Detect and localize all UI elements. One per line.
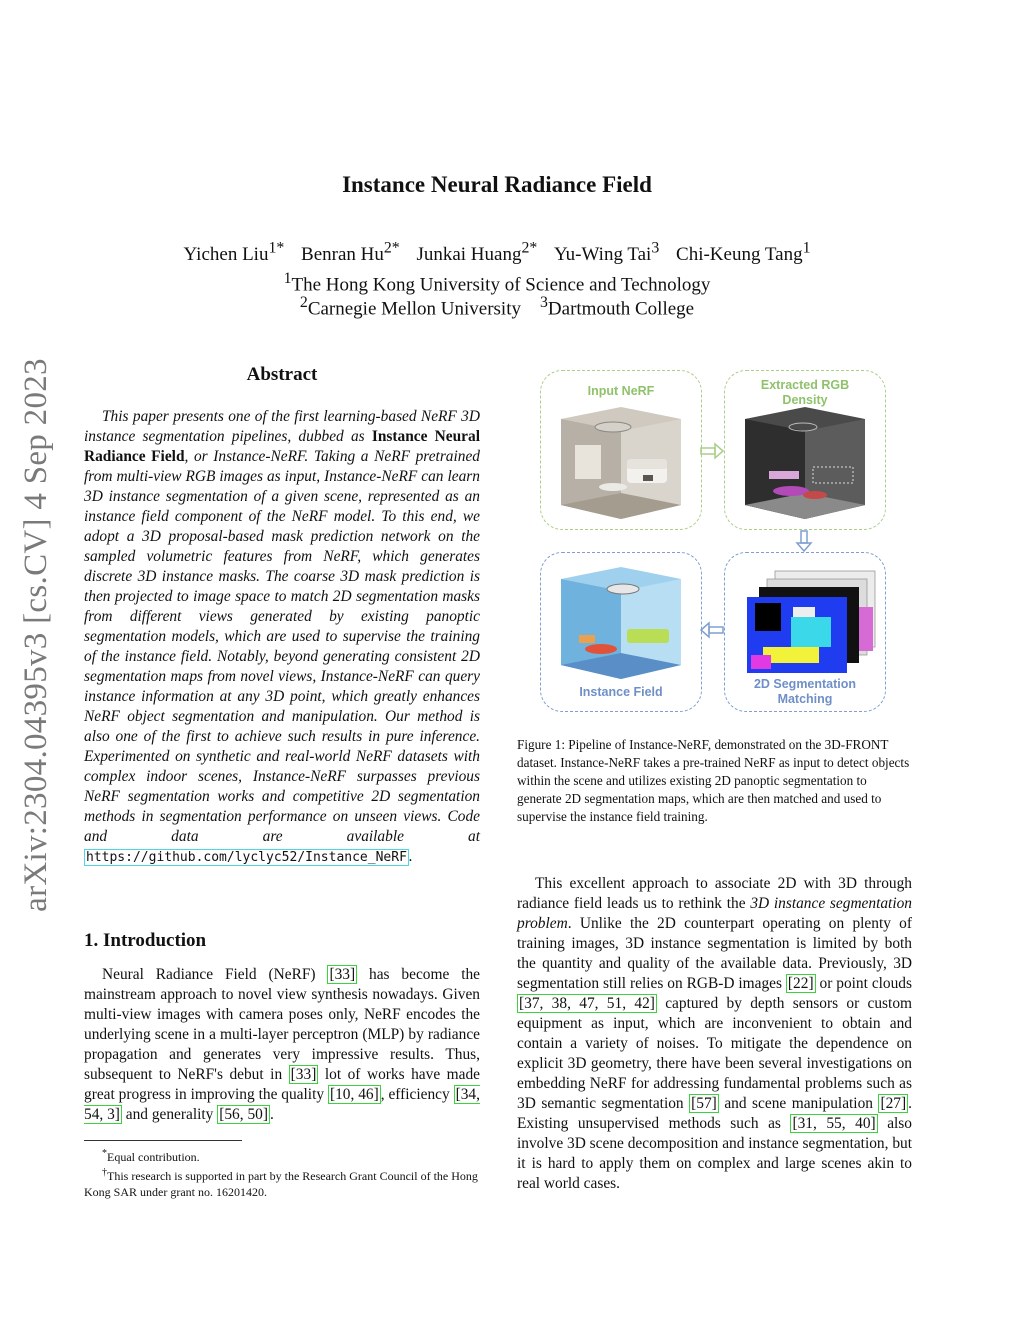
affiliation-line-2: $^2$Carnegie Mellon University $^3$Dartmouth College — [299, 294, 695, 320]
citation-link[interactable]: [34, 54, 3] — [84, 1086, 480, 1123]
author: Chi-Keung Tang$^1$ — [676, 240, 811, 266]
citation-link[interactable]: [22] — [787, 975, 814, 992]
arrow-down-icon — [795, 530, 813, 552]
footnote-rule — [84, 1140, 242, 1141]
panel-label: Input NeRF — [587, 384, 655, 398]
panel-label: Extracted RGB Density — [760, 378, 850, 407]
footnotes — [84, 1146, 480, 1200]
right-paragraph: This excellent approach to associate 2D with 3D through radiance field leads us to rethink the 3D instance segmentation problem. Unlike the 2D counterpart operating on plenty of training images, 3D instance segmentation is limited by both the quantity and quality of the available data. Previously, 3D segmentation still relies on RGB-D images [22] or point clouds [37, 38, 47, 51, 42] captured by depth sensors or custom equipment as input, which are inconvenient to obtain and contain a variety of noises. To mitigate the dependence on explicit 3D geometry, there have been several investigations on embedding NeRF for addressing fundamental problems such as 3D semantic segmentation [57] and scene manipulation [27] . Existing unsupervised methods such as [31, 55, 40] also involve 3D scene decomposition and instance segmentation, but it is hard to apply them on complex and large scenes akin to real world cases. — [517, 875, 912, 1192]
citation-link[interactable]: [33] — [329, 966, 356, 983]
author: Benran $Hu^{2*}$ — [301, 240, 400, 266]
density-render-image — [741, 405, 869, 521]
panel-label: Instance Field — [579, 685, 663, 699]
author: Junkai Huang$^{2*}$ — [416, 240, 538, 266]
citation-link[interactable]: [33] — [290, 1066, 317, 1083]
citation-link[interactable]: [37, 38, 47, 51, 42] — [519, 995, 655, 1012]
code-link[interactable]: https://github.com/lyclyc52/Instance_NeRF — [86, 850, 407, 865]
figure-1-caption: Figure 1: Pipeline of Instance-NeRF, demonstrated on the 3D-FRONT dataset. Instance-NeRF takes a pre-trained NeRF as input to detect objects within the scene and utilizes existing 2D panoptic segmentation to generate 2D segmentation maps, which are then matched and used to supervise the instance field training. — [517, 737, 910, 824]
citation-link[interactable]: [10, 46] — [329, 1086, 379, 1103]
affiliation-line-1: $^1$The Hong Kong University of Science and Technology — [283, 270, 711, 296]
citation-link[interactable]: [57] — [691, 1095, 717, 1112]
abstract-heading: Abstract — [246, 364, 318, 385]
author: Yu-Wing Tai$^3$ — [554, 240, 660, 266]
abstract-body: This paper presents one of the first learning-based NeRF 3D instance segmentation pipelines, dubbed as Instance Neural Radiance Field, or Instance-NeRF. Taking a NeRF pretrained from multi-view RGB images as input, Instance-NeRF can learn 3D instance segmentation of a given scene, represented as an instance field component of the NeRF model. To this end, we adopt a 3D proposal-based mask prediction network on the sampled volumetric features from NeRF, which generates discrete 3D instance masks. The coarse 3D mask prediction is then projected to image space to match 2D segmentation masks from different views generated by existing panoptic segmentation models, which are used to supervise the training of the instance field. Notably, beyond generating consistent 2D segmentation maps from novel views, Instance-NeRF can query instance information at any 3D point, which greatly enhances NeRF object segmentation and manipulation. Our method is also one of the first to achieve such results in pure inference. Experimented on synthetic and real-world NeRF datasets with complex indoor scenes, Instance-NeRF surpasses previous NeRF segmentation works and competitive 2D segmentation methods in segmentation performance on unseen views. Code and data are available at https://github.com/lyclyc52/Instance_NeRF . — [84, 408, 480, 865]
citation-link[interactable]: [31, 55, 40] — [792, 1115, 876, 1132]
citation-link[interactable]: [56, 50] — [219, 1106, 268, 1123]
citation-link[interactable]: [27] — [880, 1095, 907, 1112]
arrow-left-icon — [700, 621, 724, 639]
panel-instance-field — [540, 552, 702, 712]
panel-label: 2D Segmentation Matching — [753, 677, 857, 706]
panel-extracted-rgb-density — [724, 370, 886, 530]
instance-field-image — [557, 565, 685, 681]
room-render-image — [557, 405, 685, 521]
intro-paragraph: Neural Radiance Field (NeRF) [33] has become the mainstream approach to novel view synthesis nowadays. Given multi-view images with camera poses only, NeRF encodes the underlying scene in a multi-layer perceptron (MLP) by radiance propagation and generates very impressive results. Thus, subsequent to NeRF's debut in [33] lot of works have made great progress in improving the quality [10, 46] , efficiency [34, 54, 3] and generality [56, 50] . — [84, 966, 480, 1123]
arrow-right-icon — [700, 442, 724, 460]
arxiv-side-stamp: arXiv:2304.04395v3 [cs.CV] 4 Sep 2023 — [18, 358, 54, 912]
footnote-grant: †This research is supported in part by the Research Grant Council of the Hong Kong SAR under grant no. 16201420. — [84, 1167, 478, 1199]
footnote-equal: *Equal contribution. — [102, 1148, 200, 1164]
panel-input-nerf — [540, 370, 702, 530]
intro-heading: 1. Introduction — [84, 930, 207, 951]
figure-1 — [538, 368, 890, 716]
panel-2d-segmentation-matching — [724, 552, 886, 712]
paper-title: Instance Neural Radiance Field — [342, 172, 652, 197]
author-list — [0, 240, 994, 266]
author: Yichen Liu$^{1*}$ — [183, 240, 285, 266]
segmentation-maps-image — [733, 567, 879, 677]
